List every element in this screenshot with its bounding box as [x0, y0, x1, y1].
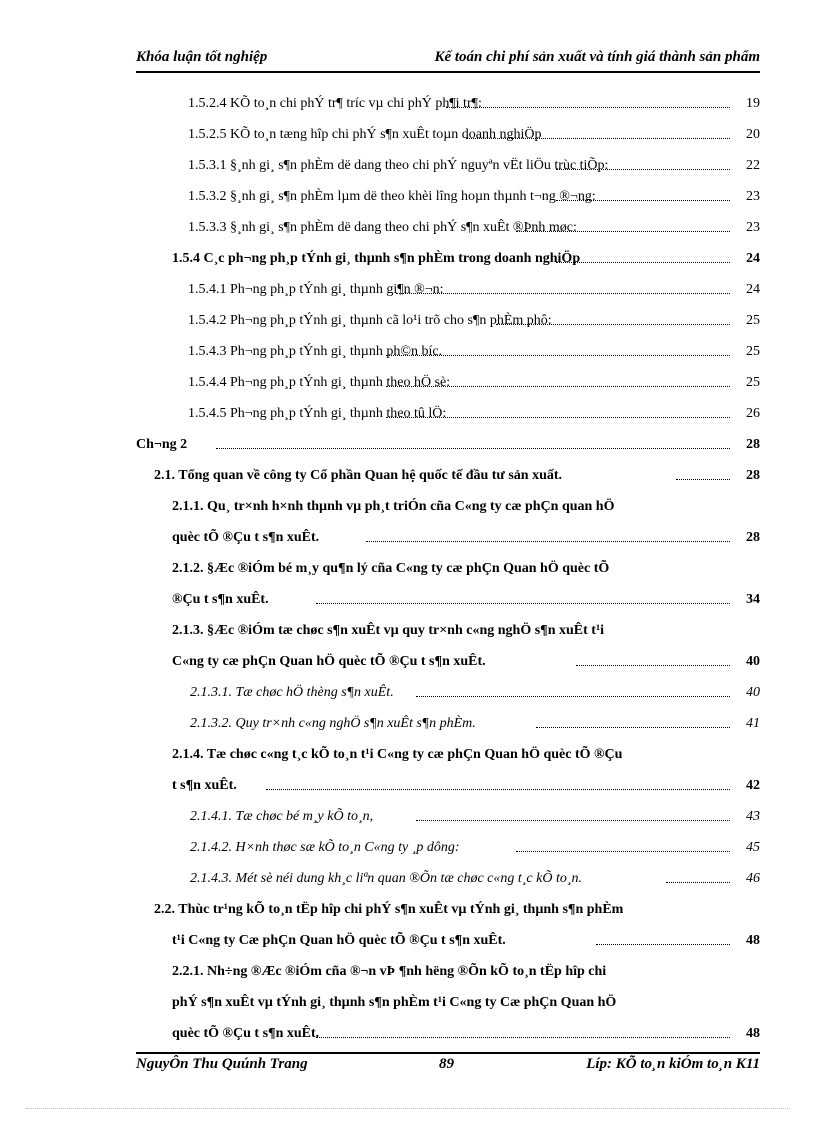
toc-entry	[136, 929, 760, 953]
toc-entry-page: 46	[738, 867, 760, 891]
toc-entry	[136, 402, 760, 426]
header-rule	[136, 71, 760, 73]
toc-entry-page: 23	[738, 216, 760, 240]
toc-entry-text: 2.1.4.1. Tæ chøc bé m¸y kÕ to¸n,	[190, 805, 374, 829]
toc-entry	[136, 495, 760, 519]
toc-entry	[136, 588, 760, 612]
toc-entry	[136, 712, 760, 736]
toc-entry	[136, 774, 760, 798]
toc-entry-text: ®Çu t s¶n xuÊt.	[172, 588, 270, 612]
toc-entry	[136, 650, 760, 674]
toc-entry-text: 1.5.4.5 Ph¬ng ph¸p tÝnh gi¸ thµnh theo tû lÖ:	[188, 402, 447, 426]
toc-entry	[136, 216, 760, 240]
toc-entry-text: 1.5.3.1 §¸nh gi¸ s¶n phÈm dë dang theo chi phÝ nguyªn vËt liÖu trùc tiÕp:	[188, 154, 609, 178]
toc-entry-page: 20	[738, 123, 760, 147]
toc-entry-text: 2.1.3. §Æc ®iÓm tæ chøc s¶n xuÊt vµ quy tr×nh c«ng nghÖ s¶n xuÊt t¹i	[172, 619, 605, 643]
toc-entry	[136, 340, 760, 364]
toc-entry-page: 24	[738, 247, 760, 271]
toc-entry-page: 42	[738, 774, 760, 798]
toc-entry-page: 22	[738, 154, 760, 178]
toc-entry-text: 1.5.4.2 Ph¬ng ph¸p tÝnh gi¸ thµnh cã lo¹i trõ cho s¶n phÈm phô:	[188, 309, 553, 333]
toc-entry-page: 41	[738, 712, 760, 736]
toc-entry-text: 2.1.1. Qu¸ tr×nh h×nh thµnh vµ ph¸t triÓn cña C«ng ty cæ phÇn quan hÖ	[172, 495, 615, 519]
toc-entry-text: 2.2.1. Nh÷ng ®Æc ®iÓm cña ®¬n vÞ ¶nh hëng ®Õn kÕ to¸n tËp hîp chi	[172, 960, 607, 984]
toc-entry	[136, 557, 760, 581]
toc-entry-text: 2.1. Tổng quan về công ty Cổ phần Quan hệ quốc tế đầu tư sản xuất.	[154, 464, 563, 488]
toc-entry-page: 26	[738, 402, 760, 426]
footer-rule	[136, 1052, 760, 1054]
toc-entry-page: 28	[738, 526, 760, 550]
toc-entry-text: 2.1.3.1. Tæ chøc hÖ thèng s¶n xuÊt.	[190, 681, 395, 705]
toc-entry	[136, 371, 760, 395]
header-left-title: Khóa luận tốt nghiệp	[136, 49, 268, 65]
toc-entry-page: 40	[738, 650, 760, 674]
toc-entry-text: 1.5.4.4 Ph¬ng ph¸p tÝnh gi¸ thµnh theo hÖ sè:	[188, 371, 451, 395]
toc-entry	[136, 526, 760, 550]
toc-entry-text: quèc tÕ ®Çu t s¶n xuÊt.	[172, 526, 320, 550]
toc-entry-text: 1.5.4 C¸c ph¬ng ph¸p tÝnh gi¸ thµnh s¶n phÈm trong doanh nghiÖp	[172, 247, 581, 271]
toc-entry-page: 48	[738, 1022, 760, 1046]
toc-entry-text: 2.1.4. Tæ chøc c«ng t¸c kÕ to¸n t¹i C«ng ty cæ phÇn Quan hÖ quèc tÕ ®Çu	[172, 743, 623, 767]
page-number: 89	[439, 1056, 454, 1072]
toc-entry	[136, 278, 760, 302]
toc-entry-text: t¹i C«ng ty Cæ phÇn Quan hÖ quèc tÕ ®Çu t s¶n xuÊt.	[172, 929, 507, 953]
toc-entry-text: 1.5.3.2 §¸nh gi¸ s¶n phÈm lµm dë theo khèi lîng hoµn thµnh t¬ng ®¬ng:	[188, 185, 597, 209]
toc-entry-text: 1.5.4.3 Ph¬ng ph¸p tÝnh gi¸ thµnh ph©n bíc.	[188, 340, 443, 364]
toc-entry-page: 40	[738, 681, 760, 705]
toc-entry-text: C«ng ty cæ phÇn Quan hÖ quèc tÕ ®Çu t s¶n xuÊt.	[172, 650, 487, 674]
toc-entry-text: t s¶n xuÊt.	[172, 774, 238, 798]
toc-entry-page: 28	[738, 464, 760, 488]
toc-entry-text: 1.5.3.3 §¸nh gi¸ s¶n phÈm dë dang theo chi phÝ s¶n xuÊt ®Þnh møc:	[188, 216, 578, 240]
toc-entry	[136, 898, 760, 922]
toc-entry-text: Ch¬ng 2	[136, 433, 188, 457]
toc-entry-text: 2.1.4.2. H×nh thøc sæ kÕ to¸n C«ng ty ¸p dông:	[190, 836, 461, 860]
toc-entry	[136, 92, 760, 116]
toc-entry	[136, 154, 760, 178]
toc-entry-text: 1.5.4.1 Ph¬ng ph¸p tÝnh gi¸ thµnh gi¶n ®¬n:	[188, 278, 445, 302]
toc-entry-text: 2.2. Thùc tr¹ng kÕ to¸n tËp hîp chi phÝ s¶n xuÊt vµ tÝnh gi¸ thµnh s¶n phÈm	[154, 898, 624, 922]
toc-entry-page: 19	[738, 92, 760, 116]
toc-entry	[136, 309, 760, 333]
footer-author: NguyÔn Thu Quúnh Trang	[136, 1056, 308, 1072]
toc-entry-page: 23	[738, 185, 760, 209]
toc-entry-page: 45	[738, 836, 760, 860]
toc-entry	[136, 619, 760, 643]
toc-entry	[136, 464, 760, 488]
toc-entry-page: 25	[738, 371, 760, 395]
toc-entry	[136, 743, 760, 767]
toc-entry-text: quèc tÕ ®Çu t s¶n xuÊt.	[172, 1022, 320, 1046]
toc-entry	[136, 681, 760, 705]
toc-entry-text: 1.5.2.5 KÕ to¸n tæng hîp chi phÝ s¶n xuÊt toµn doanh nghiÖp	[188, 123, 543, 147]
toc-entry	[136, 867, 760, 891]
toc-entry-text: 2.1.3.2. Quy tr×nh c«ng nghÖ s¶n xuÊt s¶n phÈm.	[190, 712, 477, 736]
toc-entry	[136, 1022, 760, 1046]
toc-entry-page: 48	[738, 929, 760, 953]
toc-entry	[136, 185, 760, 209]
toc-entry-page: 43	[738, 805, 760, 829]
toc-entry-page: 25	[738, 309, 760, 333]
footer-class: Líp: KÕ to¸n kiÓm to¸n K11	[586, 1056, 760, 1072]
toc-entry	[136, 836, 760, 860]
toc-entry	[136, 991, 760, 1015]
toc-entry-text: phÝ s¶n xuÊt vµ tÝnh gi¸ thµnh s¶n phÈm t¹i C«ng ty Cæ phÇn Quan hÖ	[172, 991, 617, 1015]
toc-entry	[136, 433, 760, 457]
toc-entry-page: 28	[738, 433, 760, 457]
header-right-title: Kế toán chi phí sản xuất và tính giá thành sản phẩm	[434, 49, 760, 65]
toc-entry-text: 2.1.2. §Æc ®iÓm bé m¸y qu¶n lý cña C«ng ty cæ phÇn Quan hÖ quèc tÕ	[172, 557, 610, 581]
toc-entry	[136, 805, 760, 829]
toc-entry-text: 1.5.2.4 KÕ to¸n chi phÝ tr¶ tríc vµ chi phÝ ph¶i tr¶:	[188, 92, 483, 116]
page-edge-divider	[26, 1108, 790, 1109]
toc-entry	[136, 247, 760, 271]
toc-entry-page: 24	[738, 278, 760, 302]
toc-entry	[136, 123, 760, 147]
toc-entry-page: 25	[738, 340, 760, 364]
toc-entry	[136, 960, 760, 984]
toc-entry-text: 2.1.4.3. Mét sè néi dung kh¸c liªn quan ®Õn tæ chøc c«ng t¸c kÕ to¸n.	[190, 867, 583, 891]
page-footer	[136, 1056, 760, 1080]
toc-entry-page: 34	[738, 588, 760, 612]
page-header	[136, 47, 760, 73]
